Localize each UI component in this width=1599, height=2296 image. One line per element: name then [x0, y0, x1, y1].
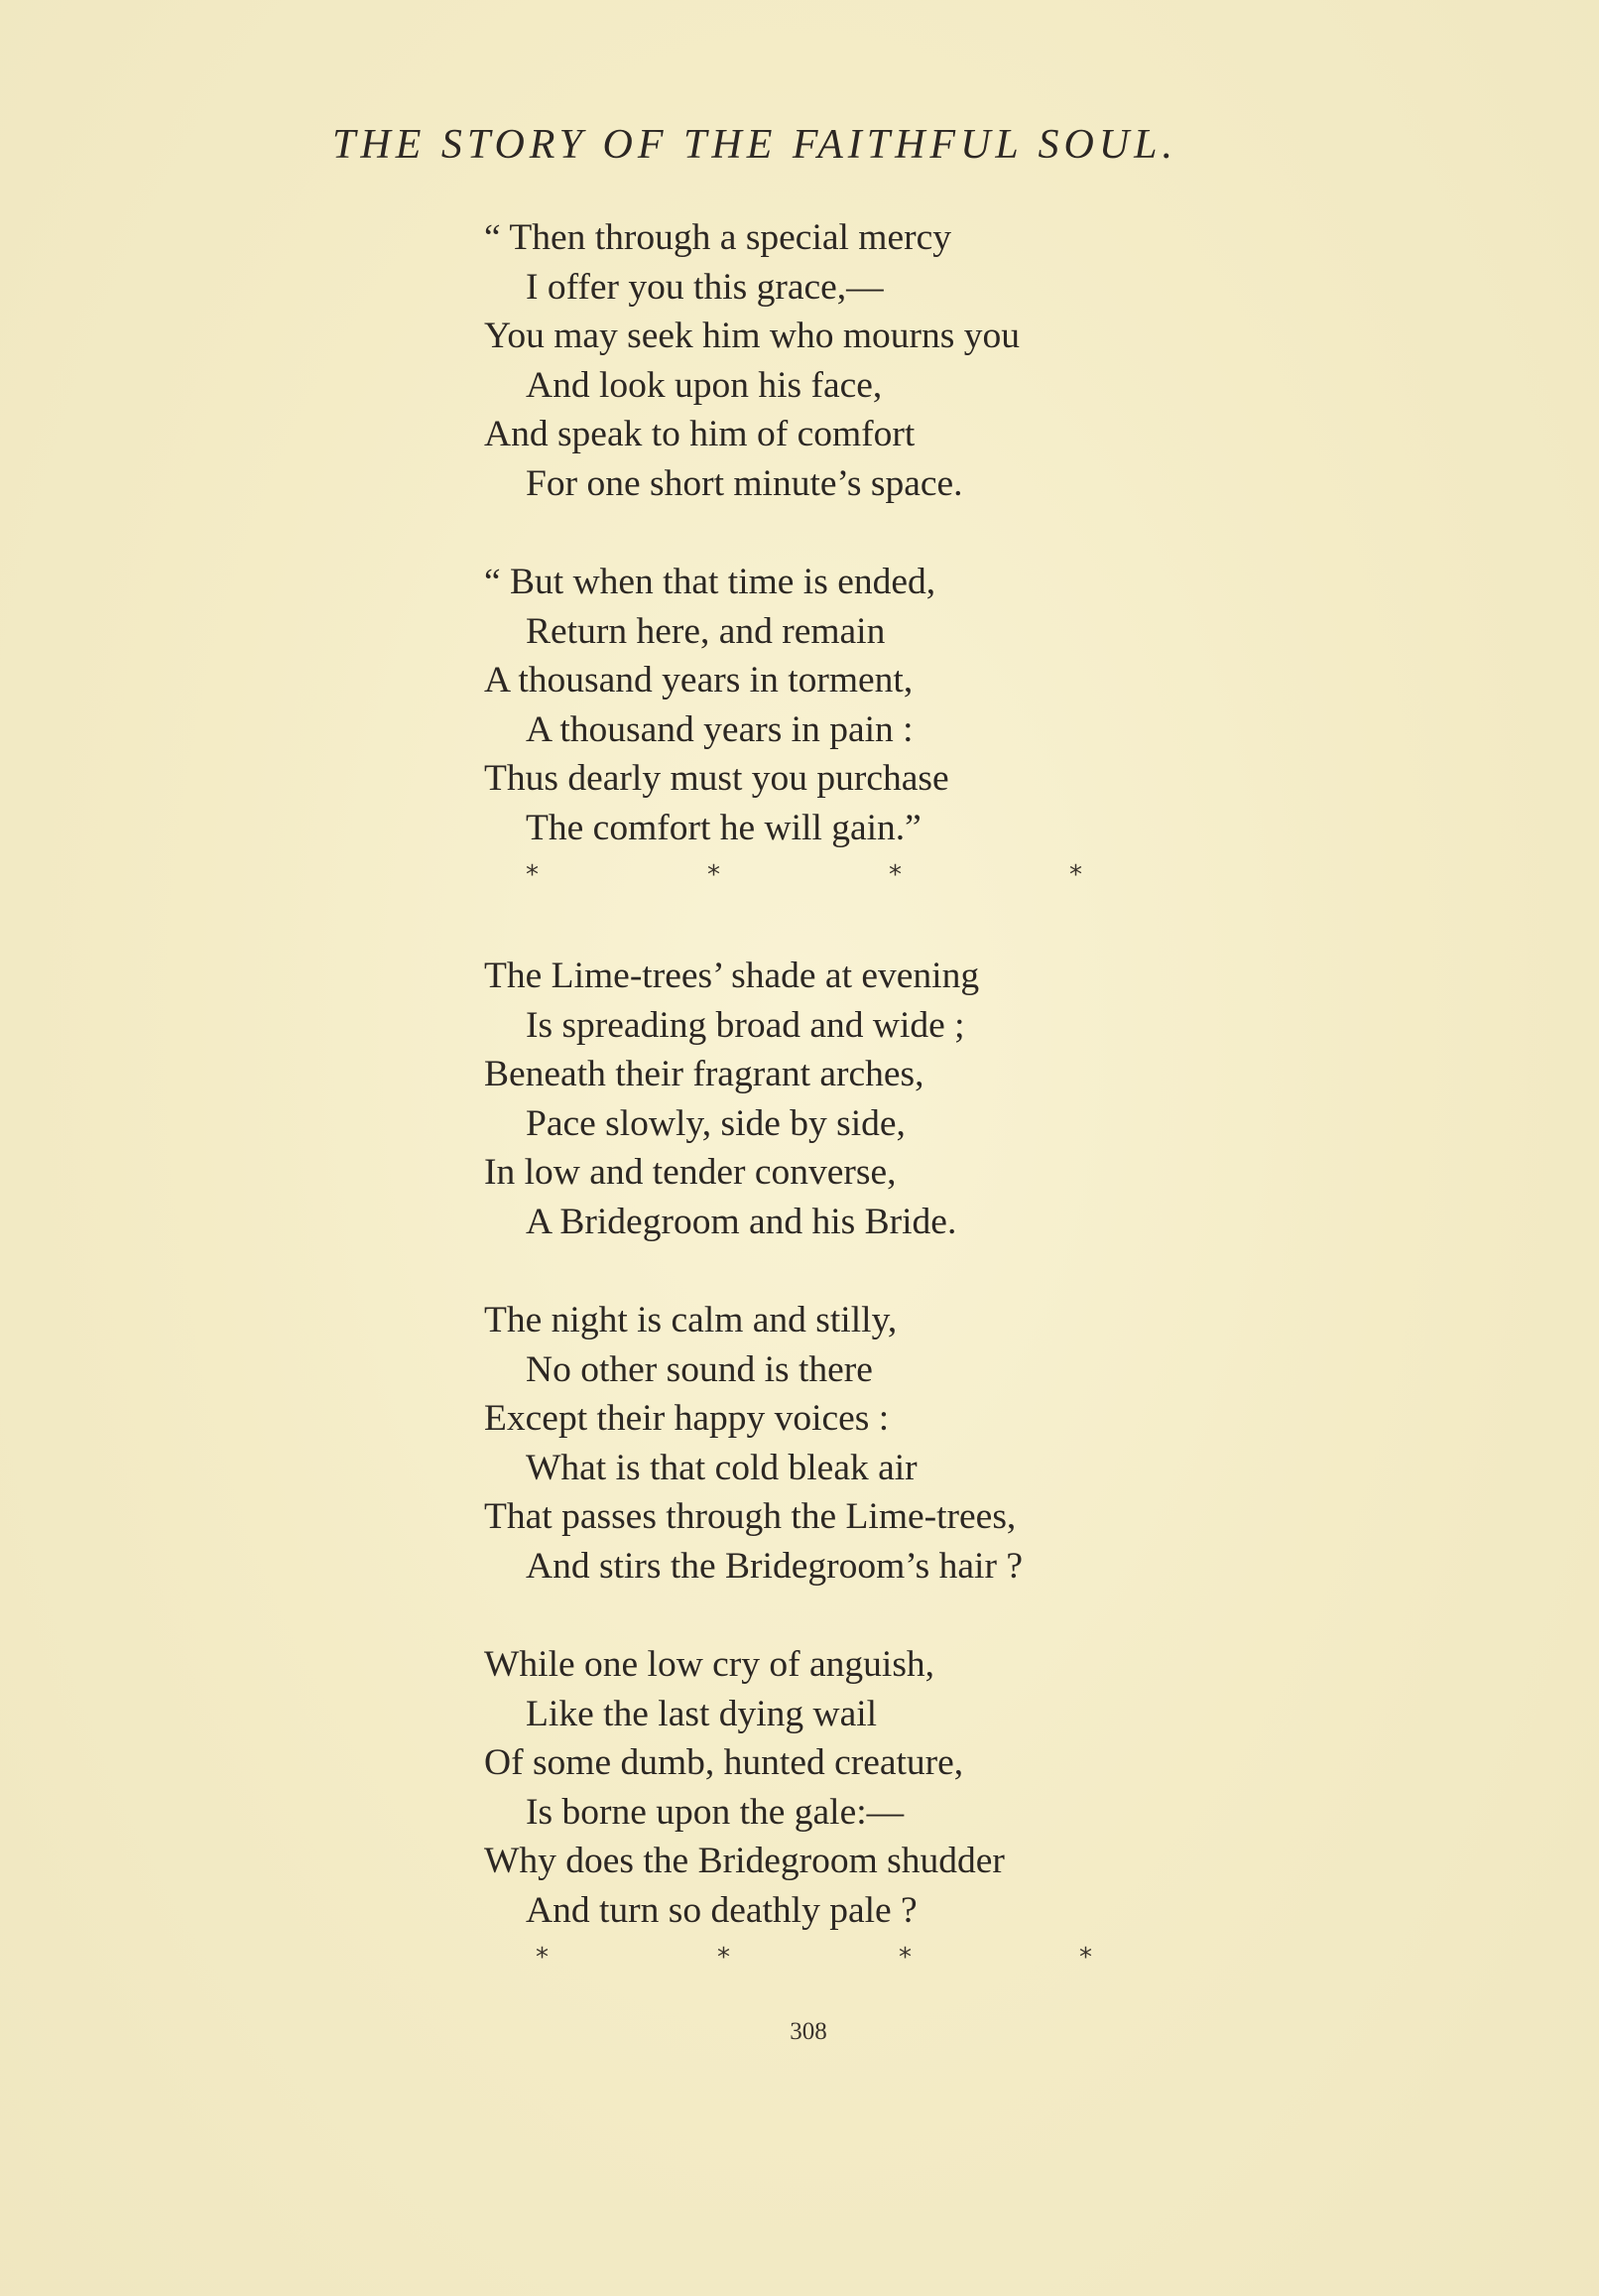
verse-line: A Bridegroom and his Bride.	[526, 1201, 957, 1242]
verse-line: While one low cry of anguish,	[484, 1644, 935, 1685]
verse-line: No other sound is there	[526, 1348, 873, 1390]
stanza-4	[484, 1296, 1238, 1591]
poem-body	[484, 213, 1238, 2034]
stanza-2	[484, 558, 1238, 852]
verse-line: Pace slowly, side by side,	[526, 1102, 906, 1144]
verse-line: That passes through the Lime-trees,	[484, 1496, 1017, 1537]
stanza-gap	[484, 1246, 1238, 1296]
verse-line: The comfort he will gain.”	[526, 807, 922, 848]
stanza-gap	[484, 1591, 1238, 1640]
separator-star: *	[899, 1943, 912, 1973]
stanza-3	[484, 952, 1238, 1246]
verse-line: I offer you this grace,—	[526, 266, 884, 308]
section-separator	[484, 852, 1238, 902]
verse-line: Thus dearly must you purchase	[484, 758, 949, 799]
verse-line: Why does the Bridegroom shudder	[484, 1841, 1005, 1881]
separator-star: *	[707, 860, 720, 890]
verse-line: Is spreading broad and wide ;	[526, 1004, 965, 1046]
verse-line: The night is calm and stilly,	[484, 1300, 898, 1340]
verse-line: Beneath their fragrant arches,	[484, 1054, 924, 1094]
verse-line: “ But when that time is ended,	[484, 562, 936, 602]
separator-star: *	[526, 860, 539, 890]
verse-line: And turn so deathly pale ?	[526, 1889, 918, 1931]
section-separator	[484, 1935, 1238, 1984]
verse-line: In low and tender converse,	[484, 1152, 897, 1193]
verse-line: Is borne upon the gale:—	[526, 1791, 905, 1833]
stanza-gap	[484, 508, 1238, 558]
page-number: 308	[790, 2018, 827, 2045]
verse-line: You may seek him who mourns you	[484, 316, 1020, 356]
stanza-5	[484, 1640, 1238, 1935]
running-title: THE STORY OF THE FAITHFUL SOUL.	[332, 122, 1178, 168]
verse-line: Return here, and remain	[526, 610, 886, 652]
verse-line: For one short minute’s space.	[526, 462, 963, 504]
verse-line: Like the last dying wail	[526, 1693, 878, 1734]
verse-line: A thousand years in torment,	[484, 660, 914, 701]
separator-star: *	[889, 860, 902, 890]
separator-star: *	[1069, 860, 1082, 890]
verse-line: “ Then through a special mercy	[484, 217, 952, 258]
verse-line: What is that cold bleak air	[526, 1447, 918, 1488]
verse-line: A thousand years in pain :	[526, 708, 914, 750]
separator-star: *	[536, 1943, 549, 1973]
verse-line: The Lime-trees’ shade at evening	[484, 956, 980, 996]
separator-star: *	[717, 1943, 730, 1973]
separator-star: *	[1079, 1943, 1092, 1973]
stanza-1	[484, 213, 1238, 508]
verse-line: Of some dumb, hunted creature,	[484, 1742, 964, 1783]
verse-line: Except their happy voices :	[484, 1398, 890, 1439]
verse-line: And speak to him of comfort	[484, 414, 916, 454]
verse-line: And look upon his face,	[526, 364, 883, 406]
verse-line: And stirs the Bridegroom’s hair ?	[526, 1545, 1023, 1587]
